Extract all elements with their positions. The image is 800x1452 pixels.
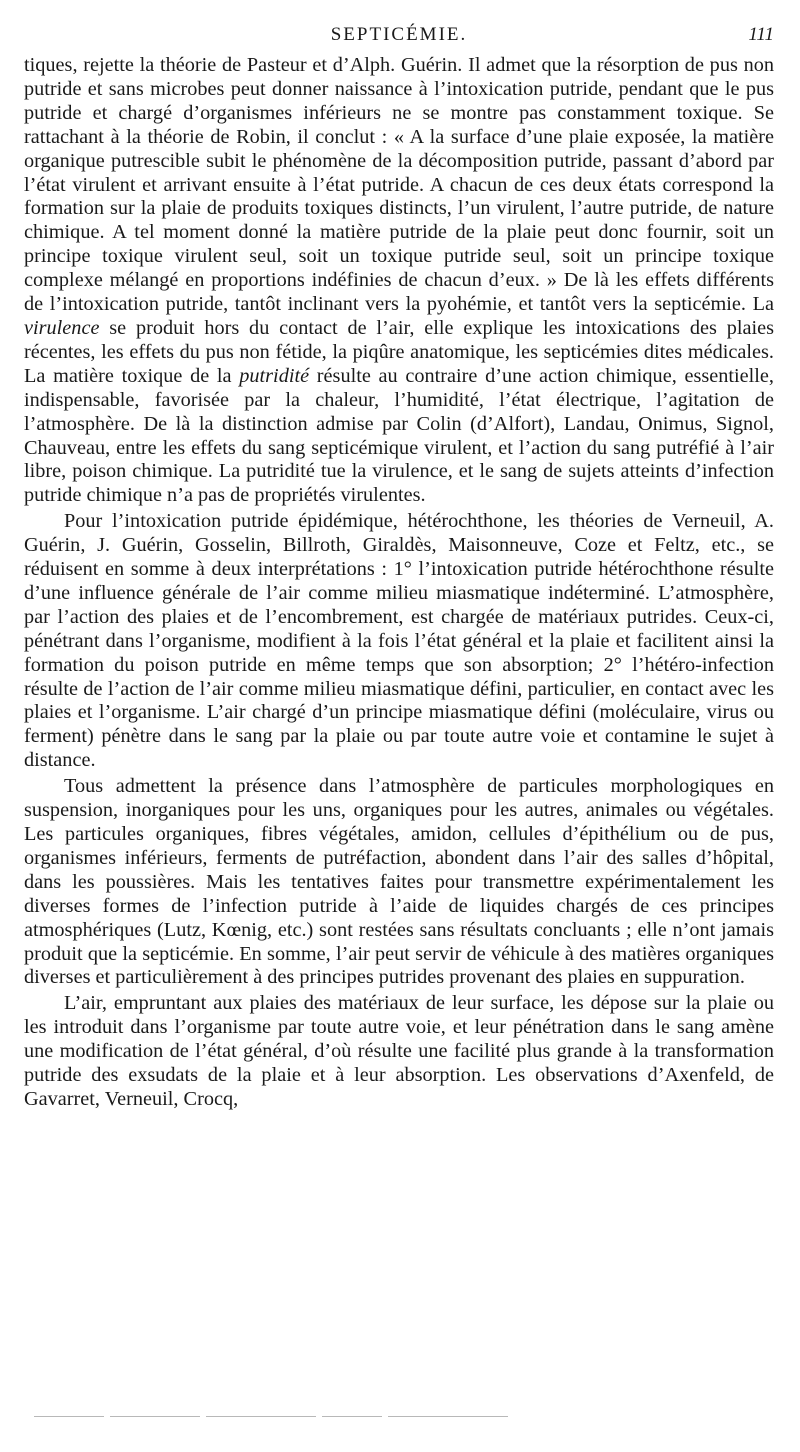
trace-mark (34, 1416, 104, 1417)
text-run: Tous admettent la présence dans l’atmosphère de particules morphologiques en suspension, inorganiques pour les uns, organiques pour les autres, animales ou végétales. Les particules organiques, fibres végétales, amidon, cellules d’épithélium ou de pus, organismes inférieurs, ferments de putréfaction, abondent dans l’air des salles d’hôpital, dans les poussières. Mais les tentatives faites pour transmettre expérimentalement les diverses formes de l’infection putride à l’aide de liquides chargés de ces principes atmosphériques (Lutz, Kœnig, etc.) sont restées sans résultats concluants ; elle n’ont jamais produit que la septicémie. En somme, l’air peut servir de véhicule à des matières organiques diverses et particulièrement à des principes putrides provenant des plaies en suppuration. (24, 775, 774, 989)
trace-mark (322, 1416, 382, 1417)
page-number: 111 (748, 24, 774, 45)
paragraph (24, 510, 774, 773)
book-page (24, 24, 774, 1112)
text-run: tiques, rejette la théorie de Pasteur et d’Alph. Guérin. Il admet que la résorption de pus non putride et sans microbes peut donner naissance à l’intoxication putride, pendant que le pus putride et chargé d’organismes inférieurs ne se montre pas constamment toxique. Se rattachant à la théorie de Robin, il conclut : « A la surface d’une plaie exposée, la matière organique putrescible subit le phénomène de la décomposition putride, passant d’abord par l’état virulent et arrivant ensuite à l’état putride. A chacun de ces deux états correspond la formation sur la plaie de produits toxiques distincts, l’un virulent, l’autre putride, de nature chimique. A tel moment donné la matière putride de la plaie peut donc fournir, soit un principe toxique virulent seul, soit un toxique putride seul, soit un principe toxique complexe mélangé en proportions indéfinies de chacun d’eux. » De là les effets différents de l’intoxication putride, tantôt inclinant vers la pyohémie, et tantôt vers la septicémie. La (24, 54, 774, 316)
paragraph (24, 992, 774, 1112)
trace-mark (388, 1416, 508, 1417)
body-text (24, 54, 774, 1112)
paragraph (24, 54, 774, 508)
italic-term: putridité (239, 364, 310, 387)
trace-mark (206, 1416, 316, 1417)
paragraph (24, 775, 774, 990)
text-run: Pour l’intoxication putride épidémique, hétérochthone, les théories de Verneuil, A. Guérin, J. Guérin, Gosselin, Billroth, Giraldès, Maisonneuve, Coze et Feltz, etc., se réduisent en somme à deux interprétations : 1° l’intoxication putride hétérochthone résulte d’une influence générale de l’air comme milieu miasmatique indéterminé. L’atmosphère, par l’action des plaies et de l’encombrement, est chargée de matériaux putrides. Ceux-ci, pénétrant dans l’organisme, modifient à la fois l’état général et la plaie et facilitent ainsi la formation du poison putride en même temps que son absorption; 2° l’hétéro-infection résulte de l’action de l’air comme milieu miasmatique défini, particulier, en contact avec les plaies et l’organisme. L’air chargé d’un principe miasmatique défini (moléculaire, virus ou ferment) pénètre dans le sang par la plaie ou par toute autre voie et contamine le sujet à distance. (24, 510, 774, 772)
text-run: se produit hors du contact de l’air, elle explique les intoxications des plaies récentes, les effets du pus non fétide, la piqûre anatomique, les septicémies dites médicales. La matière toxique de la (24, 316, 774, 387)
italic-term: virulence (24, 316, 100, 339)
running-head (24, 24, 774, 54)
faint-print-trace (34, 1416, 674, 1419)
running-title: SEPTICÉMIE. (330, 24, 468, 45)
text-run: L’air, empruntant aux plaies des matériaux de leur surface, les dépose sur la plaie ou les introduit dans l’organisme par toute autre voie, et leur pénétration dans le sang amène une modification de l’état général, d’où résulte une facilité plus grande à la transformation putride des exsudats de la plaie et à leur absorption. Les observations d’Axenfeld, de Gavarret, Verneuil, Crocq, (24, 992, 774, 1110)
text-run: résulte au contraire d’une action chimique, essentielle, indispensable, favorisée par la chaleur, l’humidité, l’état électrique, l’agitation de l’atmosphère. De là la distinction admise par Colin (d’Alfort), Landau, Onimus, Signol, Chauveau, entre les effets du sang septicémique virulent, et l’action du sang putréfié à l’air libre, poison chimique. La putridité tue la virulence, et le sang de sujets atteints d’infection putride chimique n’a pas de propriétés virulentes. (24, 364, 774, 507)
trace-mark (110, 1416, 200, 1417)
